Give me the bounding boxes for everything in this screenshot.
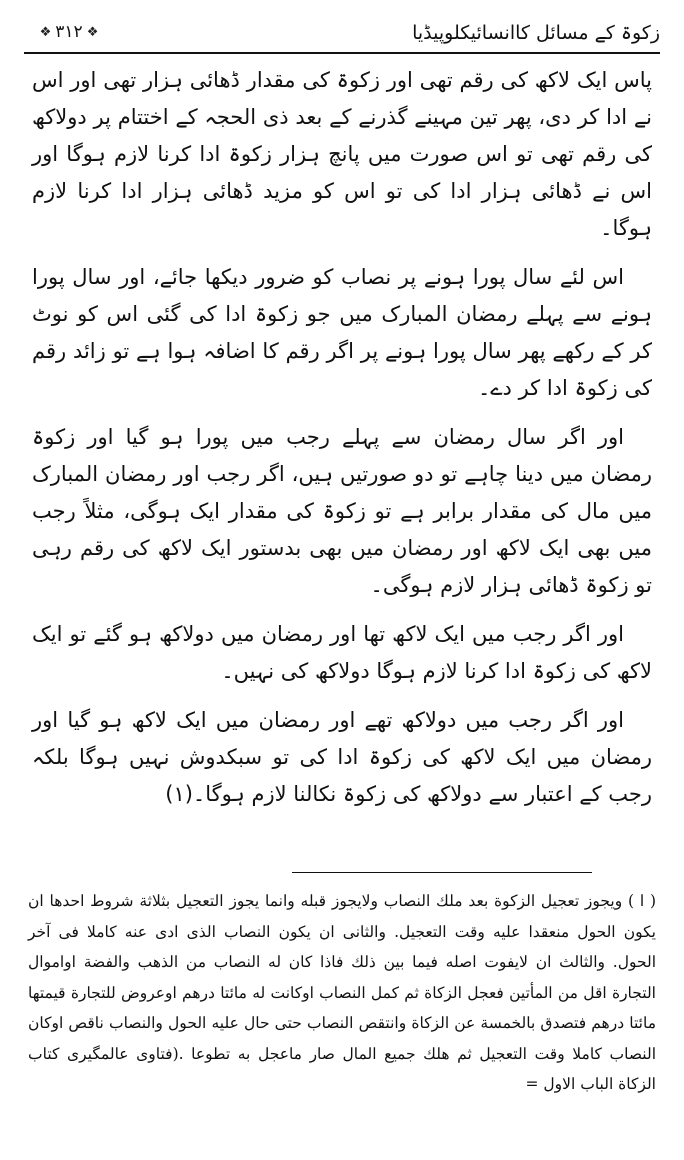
book-title: زکوۃ کے مسائل کاانسائیکلوپیڈیا bbox=[412, 22, 660, 44]
footnote bbox=[28, 886, 656, 1100]
footnote-divider bbox=[292, 872, 592, 873]
paragraph: اس لئے سال پورا ہونے پر نصاب کو ضرور دیکھا جائے، اور سال پورا ہونے سے پہلے رمضان المبارک میں جو زکوۃ ادا کی گئی اس کو نوٹ کر کے رکھے پھر سال پورا ہونے پر اگر رقم کا اضافہ ہوا ہے تو زائد رقم کی زکوۃ ادا کر دے۔ bbox=[32, 265, 652, 400]
paragraph: اور اگر رجب میں دولاکھ تھے اور رمضان میں ایک لاکھ ہو گیا اور رمضان میں ایک لاکھ کی زکوۃ ادا کی تو سبکدوش نہیں ہوگا بلکہ رجب کے اعتبار سے دولاکھ کی زکوۃ نکالنا لازم ہوگا۔(۱) bbox=[32, 708, 652, 806]
paragraph: اور اگر سال رمضان سے پہلے رجب میں پورا ہو گیا اور زکوۃ رمضان میں دینا چاہے تو دو صورتیں ہیں، اگر رجب اور رمضان المبارک میں مال کی مقدار برابر ہے تو زکوۃ کی مقدار ایک ہوگی، مثلاً رجب میں بھی ایک لاکھ اور رمضان میں بھی بدستور ایک لاکھ کی رقم رہی تو زکوۃ ڈھائی ہزار لازم ہوگی۔ bbox=[32, 425, 652, 597]
ornament-icon: ❖ bbox=[39, 24, 52, 40]
running-header bbox=[24, 14, 660, 54]
header-divider bbox=[24, 52, 660, 54]
footnote-text: ( ا ) ويجوز تعجيل الزكوة بعد ملك النصاب ولايجوز قبله وانما يجوز التعجيل بثلاثة شروط احدها ان يكون الحول منعقدا عليه وقت التعجيل. والثانى ان يكون النصاب الذى ادى عنه كاملا فى آخر الحول. والثالث ان لايفوت اصله فيما بين ذلك فاذا كان له النصاب من الذهب والفضة اواموال التجارة اقل من المأتين فعجل الزكاة ثم كمل النصاب اوكانت له مائتا درهم اوعروض للتجارة قيمتها مائتا درهم فتصدق بالخمسة عن الزكاة وانتقص النصاب حتى حال عليه الحول والنصاب ناقص اوكان النصاب كاملا وقت التعجيل ثم هلك جميع المال صار ماعجل به تطوعا .(فتاوى عالمگيرى كتاب الزكاة الباب الاول = bbox=[28, 892, 656, 1093]
ornament-icon: ❖ bbox=[86, 24, 99, 40]
main-text bbox=[32, 62, 652, 825]
paragraph: اور اگر رجب میں ایک لاکھ تھا اور رمضان میں دولاکھ ہو گئے تو ایک لاکھ کی زکوۃ ادا کرنا لازم ہوگا دولاکھ کی نہیں۔ bbox=[32, 622, 652, 683]
paragraph: پاس ایک لاکھ کی رقم تھی اور زکوۃ کی مقدار ڈھائی ہزار تھی اور اس نے ادا کر دی، پھر تین مہینے گذرنے کے بعد ذی الحجہ کے اختتام پر دولاکھ کی رقم تھی تو اس صورت میں پانچ ہزار زکوۃ ادا کرنا لازم ہوگا اور اس نے ڈھائی ہزار ادا کی تو اس کو مزید ڈھائی ہزار ادا کرنا لازم ہوگا۔ bbox=[32, 68, 652, 240]
page-number-box bbox=[24, 18, 114, 46]
page-number: ۳۱۲ bbox=[55, 22, 83, 42]
